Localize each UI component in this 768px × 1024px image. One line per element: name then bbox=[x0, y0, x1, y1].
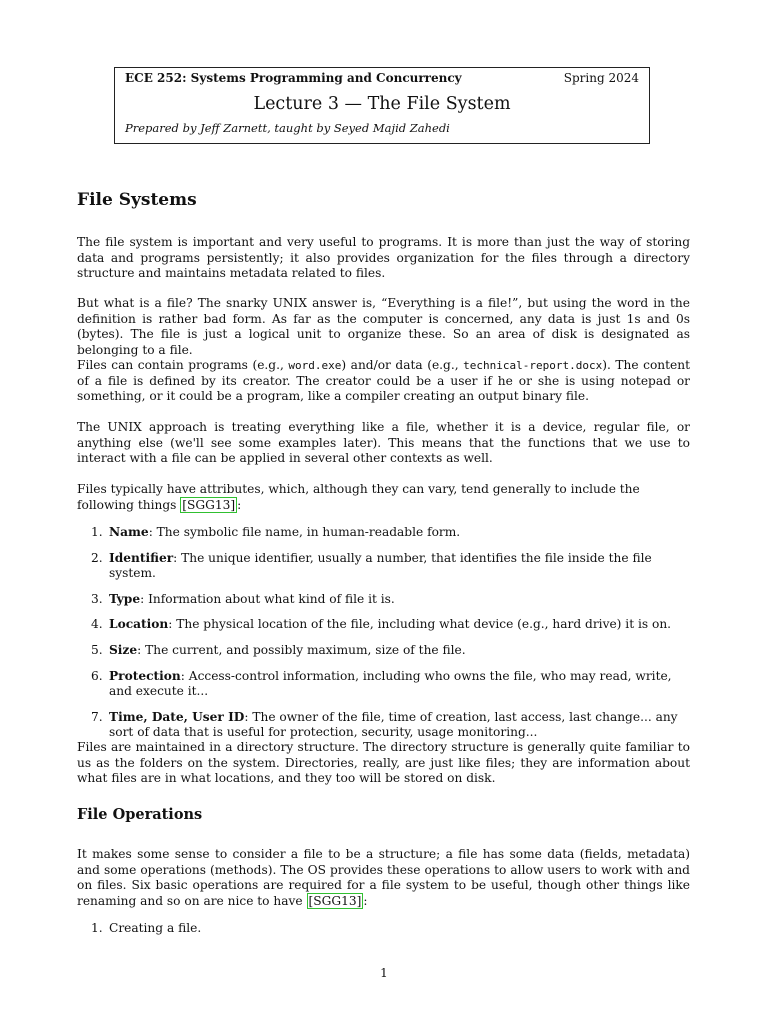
list-number: 1. bbox=[91, 921, 103, 935]
list-number: 7. bbox=[91, 709, 103, 724]
text: Files typically have attributes, which, although they can vary, tend generally to include the following things bbox=[77, 482, 640, 512]
attribute-term: Type bbox=[109, 591, 141, 606]
paragraph: The UNIX approach is treating everything like a file, whether it is a device, regular file, or anything else (we'll see some examples later). This means that the functions that we use to interact with a file can be applied in several other contexts as well. bbox=[77, 420, 690, 466]
lecture-title: Lecture 3 — The File System bbox=[253, 94, 511, 114]
paragraph: The file system is important and very useful to programs. It is more than just the way of storing data and programs persistently; it also provides organization for the files through a directory structure and maintains metadata related to files. bbox=[77, 235, 690, 281]
paragraph bbox=[77, 358, 690, 405]
paragraph: Files are maintained in a directory structure. The directory structure is generally quite familiar to us as the folders on the system. Directories, really, are just like files; they are information about what files are in what locations, and they too will be stored on disk. bbox=[77, 740, 690, 786]
attribute-desc: : The current, and possibly maximum, size of the file. bbox=[137, 642, 466, 657]
list-number: 6. bbox=[91, 668, 103, 683]
prepared-by: Prepared by Jeff Zarnett, taught by Seyed Majid Zahedi bbox=[125, 121, 450, 135]
list-item bbox=[77, 669, 692, 700]
list-number: 1. bbox=[91, 525, 103, 539]
text: : bbox=[363, 893, 368, 908]
attribute-term: Size bbox=[109, 642, 138, 657]
text: : bbox=[237, 497, 242, 512]
list-item bbox=[77, 617, 692, 633]
section-title-file-operations: File Operations bbox=[77, 806, 203, 823]
lecture-header-box bbox=[114, 67, 650, 144]
citation-link[interactable]: [SGG13] bbox=[182, 497, 236, 512]
citation-link[interactable]: [SGG13] bbox=[308, 893, 362, 908]
attribute-term: Protection bbox=[109, 668, 181, 683]
list-number: 3. bbox=[91, 591, 103, 606]
text: ). The content of a file is defined by its creator. The creator could be a user if he or she is using notepad or something, or it could be a program, like a compiler creating an output binary file. bbox=[77, 358, 691, 404]
code-technical-report: technical-report.docx bbox=[463, 359, 603, 372]
attribute-term: Time, Date, User ID bbox=[109, 709, 245, 724]
attribute-desc: : The unique identifier, usually a number, that identifies the file inside the file system. bbox=[109, 550, 652, 581]
page-number: 1 bbox=[380, 966, 388, 980]
list-item bbox=[77, 525, 692, 541]
text: It makes some sense to consider a file to be a structure; a file has some data (fields, metadata) and some operations (methods). The OS provides these operations to allow users to work with and on files. Six basic operations are required for a file system to be useful, though other things like renaming and so on are nice to have bbox=[77, 847, 690, 908]
list-item bbox=[77, 710, 692, 741]
text: ) and/or data (e.g., bbox=[341, 358, 464, 372]
list-number: 2. bbox=[91, 550, 103, 565]
paragraph: But what is a file? The snarky UNIX answer is, “Everything is a file!”, but using the word in the definition is rather bad form. As far as the computer is concerned, any data is just 1s and 0s (bytes). The file is just a logical unit to organize these. So an area of disk is designated as belonging to a file. bbox=[77, 296, 690, 357]
code-word-exe: word.exe bbox=[288, 359, 342, 372]
operation-text: Creating a file. bbox=[109, 921, 202, 935]
list-item bbox=[77, 643, 692, 659]
section-title-file-systems: File Systems bbox=[77, 190, 197, 210]
course-name: ECE 252: Systems Programming and Concurrency bbox=[125, 71, 462, 85]
attribute-term: Identifier bbox=[109, 550, 174, 565]
attribute-desc: : Information about what kind of file it is. bbox=[140, 591, 395, 606]
list-item bbox=[77, 921, 692, 937]
attribute-term: Name bbox=[109, 525, 149, 539]
attribute-desc: : Access-control information, including who owns the file, who may read, write, and execute it... bbox=[109, 668, 672, 699]
attribute-desc: : The owner of the file, time of creation, last access, last change... any sort of data that is useful for protection, security, usage monitoring... bbox=[109, 709, 678, 740]
list-number: 4. bbox=[91, 617, 103, 632]
text: Files can contain programs (e.g., bbox=[77, 358, 289, 372]
list-item bbox=[77, 551, 692, 582]
paragraph bbox=[77, 482, 690, 513]
term: Spring 2024 bbox=[563, 71, 639, 85]
list-number: 5. bbox=[91, 642, 103, 657]
attribute-desc: : The symbolic file name, in human-readable form. bbox=[148, 525, 461, 539]
attributes-list bbox=[77, 525, 692, 751]
course-row bbox=[125, 71, 639, 85]
attribute-desc: : The physical location of the file, including what device (e.g., hard drive) it is on. bbox=[168, 617, 672, 632]
list-item bbox=[77, 592, 692, 608]
paragraph bbox=[77, 847, 690, 909]
attribute-term: Location bbox=[109, 617, 169, 632]
operations-list bbox=[77, 921, 692, 937]
